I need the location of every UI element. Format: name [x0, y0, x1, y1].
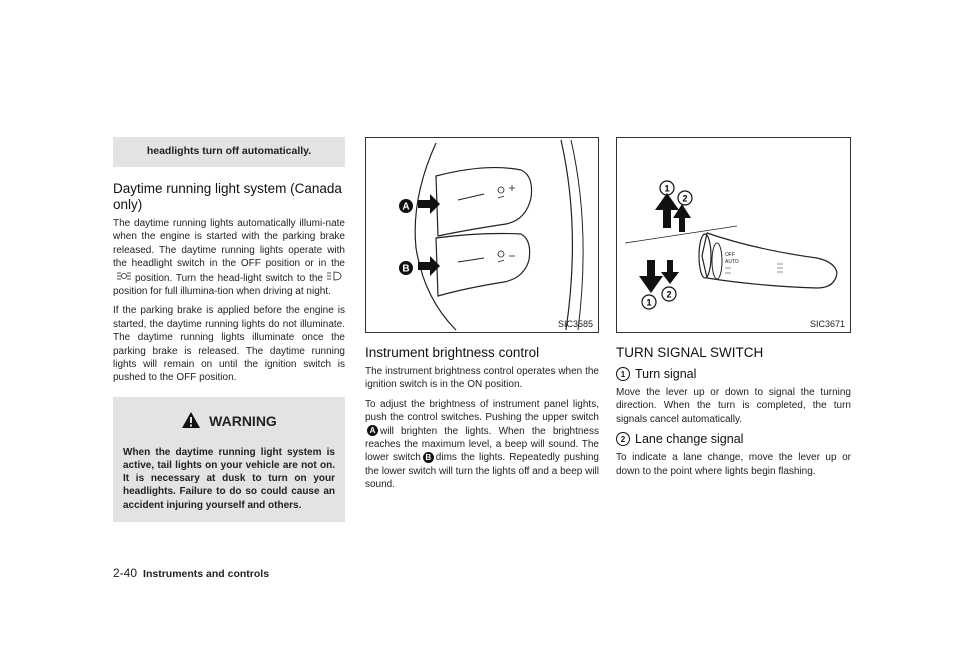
- column-middle: [365, 137, 599, 498]
- brightness-switch-illustration: [366, 138, 598, 332]
- brightness-para2-part-c: dims the lights. Repeatedly pushing the lower switch will turn the lights off and a beep will sound.: [365, 452, 599, 491]
- drl-para1-part-b: position. Turn the head-light switch to the: [135, 272, 323, 284]
- figure-label-a: A: [402, 201, 410, 213]
- warning-text: When the daytime running light system is active, tail lights on your vehicle are not on. It is necessary at dusk to turn on your headlights. Failure to do so could cause an accident injuring yourself and others.: [123, 446, 335, 511]
- section-title: Instruments and controls: [143, 568, 270, 580]
- inline-label-a: A: [367, 425, 378, 436]
- turn-signal-subheading: [616, 367, 851, 381]
- brightness-heading: Instrument brightness control: [365, 345, 540, 360]
- figure-code: SIC3585: [557, 319, 593, 329]
- turn-signal-figure: [616, 137, 851, 333]
- number-2-badge: 2: [616, 432, 630, 446]
- figure-num-1-bottom: 1: [646, 297, 652, 308]
- figure-num-2-top: 2: [682, 193, 688, 204]
- brightness-control-figure: [365, 137, 599, 333]
- figure-code: SIC3671: [809, 319, 845, 329]
- lever-label-auto: AUTO: [725, 259, 739, 265]
- warning-triangle-icon: [181, 411, 201, 432]
- lane-change-subheading: [616, 432, 851, 446]
- lane-change-subheading-text: Lane change signal: [635, 432, 744, 447]
- brightness-paragraph-1: The instrument brightness control operates when the ignition switch is in the ON position.: [365, 366, 599, 391]
- turn-signal-heading: TURN SIGNAL SWITCH: [616, 345, 764, 360]
- drl-para1-part-a: The daytime running lights automatically illumi-nate when the engine is started with the parking brake released. The daytime running lights operate with the headlight switch in the OFF position or in the: [113, 218, 345, 270]
- parking-light-icon: [116, 271, 132, 284]
- figure-num-2-bottom: 2: [666, 289, 672, 300]
- continued-note: headlights turn off automatically.: [113, 137, 345, 167]
- headlight-icon: [326, 271, 342, 285]
- figure-label-b: B: [402, 263, 410, 275]
- column-right: [616, 137, 851, 484]
- inline-label-b: B: [423, 452, 434, 463]
- column-left: [113, 137, 345, 522]
- drl-heading: Daytime running light system (Canada only): [113, 181, 342, 212]
- warning-header: [123, 411, 335, 432]
- drl-para1-part-c: position for full illumina-tion when driving at night.: [113, 286, 331, 298]
- turn-signal-paragraph: Move the lever up or down to signal the turning direction. When the turn is completed, the turn signals cancel automatically.: [616, 387, 851, 425]
- brightness-para2-part-a: To adjust the brightness of instrument panel lights, push the control switches. Pushing the upper switch: [365, 398, 599, 424]
- number-1-badge: 1: [616, 367, 630, 381]
- drl-paragraph-1: [113, 217, 345, 298]
- lane-change-paragraph: To indicate a lane change, move the lever up or down to the point where lights begin flashing.: [616, 452, 851, 477]
- brightness-paragraph-2: [365, 398, 599, 492]
- drl-paragraph-2: If the parking brake is applied before the engine is started, the daytime running lights do not illuminate. The daytime running lights illuminate once the parking brake is released. The daytime running lights will remain on until the ignition switch is pushed to the OFF position.: [113, 305, 345, 384]
- warning-box: [113, 397, 345, 522]
- turn-signal-subheading-text: Turn signal: [635, 367, 697, 381]
- figure-num-1-top: 1: [664, 183, 670, 194]
- turn-signal-lever-illustration: [617, 138, 850, 332]
- lever-label-off: OFF: [725, 252, 735, 258]
- warning-title: WARNING: [209, 413, 277, 430]
- brightness-para2-part-b: will brighten the lights. When the brightness reaches the maximum level, a beep will sound. The lower switch: [365, 425, 599, 464]
- page-footer: [113, 566, 269, 580]
- page-number: 2-40: [113, 566, 138, 580]
